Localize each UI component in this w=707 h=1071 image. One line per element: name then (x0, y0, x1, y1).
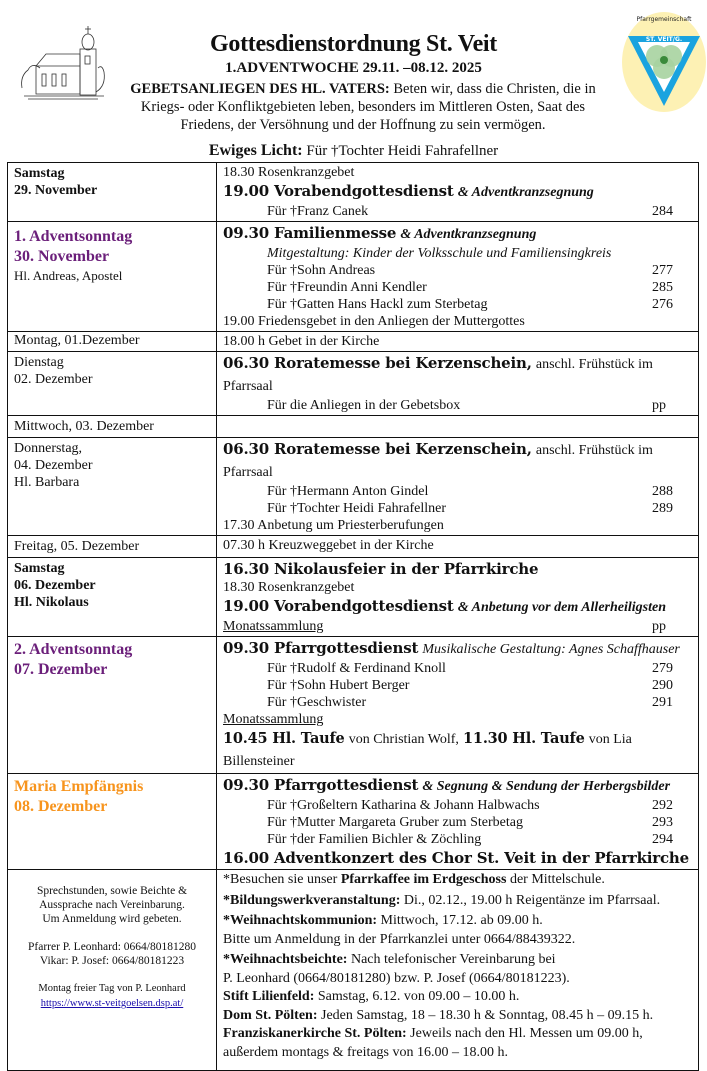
event-line: 09.30 Pfarrgottesdienst & Segnung & Sendung der Herbergsbilder (223, 776, 671, 794)
eternal-light-label: Ewiges Licht: (208, 142, 303, 159)
table-row (8, 536, 699, 558)
table-row (8, 163, 699, 222)
intention-line: Für †Rudolf & Ferdinand Knoll 279 (267, 661, 673, 676)
events-cell (217, 163, 699, 222)
table-row (8, 332, 699, 352)
day-cell (8, 163, 217, 222)
event-line: 18.00 h Gebet in der Kirche (223, 334, 380, 349)
week-subtitle: 1.ADVENTWOCHE 29.11. –08.12. 2025 (225, 60, 482, 76)
table-row (8, 870, 699, 1071)
event-line: 07.30 h Kreuzweggebet in der Kirche (223, 538, 434, 553)
day-cell (8, 352, 217, 416)
saint-name: Hl. Nikolaus (14, 595, 89, 610)
table-row (8, 438, 699, 536)
events-cell (217, 438, 699, 536)
vicar-phone: Vikar: P. Josef: 0664/80181223 (39, 955, 185, 967)
events-cell (217, 558, 699, 637)
logo-top-text: Pfarrgemeinschaft (636, 16, 692, 23)
day-name: 2. Adventsonntag (14, 641, 133, 658)
notice-pfarrkaffee: *Besuchen sie unser Pfarrkaffee im Erdgeschoss der Mittelschule. (223, 872, 605, 887)
pastor-phone: Pfarrer P. Leonhard: 0664/80181280 (28, 941, 196, 953)
events-cell (217, 416, 699, 438)
office-hours-text: Aussprache nach Vereinbarung. (39, 899, 185, 911)
saint-name: Hl. Barbara (14, 475, 80, 490)
notice-line: Bitte um Anmeldung in der Pfarrkanzlei unter 0664/88439322. (223, 931, 576, 947)
intention-line: Für †Franz Canek 284 (267, 204, 673, 219)
day-name: Dienstag (14, 355, 64, 370)
event-line: 09.30 Pfarrgottesdienst Musikalische Gestaltung: Agnes Schaffhauser (223, 639, 680, 657)
intention-line: Für die Anliegen in der Gebetsbox pp (267, 398, 666, 413)
intention-line: Für †Großeltern Katharina & Johann Halbwachs 292 (267, 798, 673, 813)
day-date: 29. November (14, 183, 98, 198)
events-cell (217, 332, 699, 352)
day-cell (8, 637, 217, 774)
day-cell (8, 438, 217, 536)
intention-line: Für †der Familien Bichler & Zöchling 294 (267, 832, 673, 847)
day-date: 02. Dezember (14, 372, 93, 387)
day-date: 07. Dezember (14, 661, 108, 678)
schedule-table (7, 162, 699, 1071)
notice-weihnachtsbeichte: *Weihnachtsbeichte: Nach telefonischer Vereinbarung bei (223, 952, 556, 967)
table-row (8, 558, 699, 637)
day-date: 08. Dezember (14, 798, 108, 815)
day-name: Maria Empfängnis (14, 778, 144, 795)
event-line: 17.30 Anbetung um Priesterberufungen (223, 518, 444, 533)
notice-lilienfeld: Stift Lilienfeld: Samstag, 6.12. von 09.00 – 10.00 h. (223, 989, 520, 1004)
day-date: 30. November (14, 248, 110, 265)
eternal-light-text: Für †Tochter Heidi Fahrafellner (306, 143, 499, 159)
event-line: 16.00 Adventkonzert des Chor St. Veit in der Pfarrkirche (223, 849, 689, 867)
event-line: 19.00 Vorabendgottesdienst & Adventkranzsegnung (223, 182, 594, 200)
notice-bildungswerk: *Bildungswerkveranstaltung: Di., 02.12., 19.00 h Reigentänze im Pfarrsaal. (223, 892, 661, 908)
events-cell (217, 774, 699, 870)
day-name: Samstag (14, 166, 65, 181)
notice-weihnachtskommunion: *Weihnachtskommunion: Mittwoch, 17.12. ab 09.00 h. (223, 913, 543, 928)
page-title: Gottesdienstordnung St. Veit (210, 31, 497, 57)
intention-line: Für †Hermann Anton Gindel 288 (267, 484, 673, 499)
day-date: 04. Dezember (14, 458, 93, 473)
baptism-line: 10.45 Hl. Taufe von Christian Wolf, 11.30 Hl. Taufe von Lia Billensteiner (223, 730, 632, 769)
day-off-note: Montag freier Tag von P. Leonhard (38, 983, 186, 994)
collection-line: Monatssammlung pp (223, 619, 666, 634)
intention-line: Für †Sohn Hubert Berger 290 (267, 678, 673, 693)
office-hours-text: Sprechstunden, sowie Beichte & (36, 885, 188, 897)
event-line: 18.30 Rosenkranzgebet (223, 165, 355, 180)
prayer-intention (118, 80, 608, 134)
notice-dom: Dom St. Pölten: Jeden Samstag, 18 – 18.30 h & Sonntag, 08.45 h – 09.15 h. (223, 1007, 654, 1023)
events-cell (217, 222, 699, 332)
eternal-light (0, 142, 707, 160)
day-cell: Montag, 01.Dezember (8, 332, 217, 352)
saint-name: Hl. Andreas, Apostel (14, 268, 123, 283)
day-name: Donnerstag, (14, 441, 83, 456)
event-line: Mitgestaltung: Kinder der Volksschule und Familiensingkreis (267, 246, 612, 261)
event-line: 19.00 Vorabendgottesdienst & Anbetung vor dem Allerheiligsten (223, 597, 666, 615)
day-cell: Mittwoch, 03. Dezember (8, 416, 217, 438)
notice-line: P. Leonhard (0664/80181280) bzw. P. Josef (0664/80181223). (223, 970, 570, 986)
intention-line: Für †Gatten Hans Hackl zum Sterbetag 276 (267, 297, 673, 312)
table-row (8, 774, 699, 870)
intention-line: Für †Mutter Margareta Gruber zum Sterbetag 293 (267, 815, 673, 830)
day-cell (8, 222, 217, 332)
contact-info-cell (8, 870, 217, 1071)
logo-band-text: ST. VEIT/G. (645, 36, 683, 43)
intention-line: Für †Freundin Anni Kendler 285 (267, 280, 673, 295)
events-cell (217, 536, 699, 558)
notice-franziskaner: Franziskanerkirche St. Pölten: Jeweils nach den Hl. Messen um 09.00 h, (223, 1026, 643, 1041)
day-name: Samstag (14, 561, 65, 576)
event-line: 18.30 Rosenkranzgebet (223, 580, 355, 595)
intention-line: Für †Geschwister 291 (267, 695, 673, 710)
events-cell (217, 637, 699, 774)
event-line: 06.30 Roratemesse bei Kerzenschein, anschl. Frühstück im Pfarrsaal (223, 440, 653, 480)
prayer-text: Beten wir, dass die Christen, die in Kriegs- oder Konfliktgebieten leben, besonders im Mittleren Osten, Saat des Friedens, der Versöhnung und der Hoffnung zu sein vermögen. (140, 81, 596, 133)
table-row (8, 637, 699, 774)
table-row (8, 416, 699, 438)
day-cell (8, 774, 217, 870)
notices-cell (217, 870, 699, 1071)
event-line: 09.30 Familienmesse & Adventkranzsegnung (223, 224, 537, 242)
day-date: 06. Dezember (14, 578, 96, 593)
events-cell (217, 352, 699, 416)
event-line: 19.00 Friedensgebet in den Anliegen der Muttergottes (223, 314, 525, 329)
intention-line: Für †Tochter Heidi Fahrafellner 289 (267, 501, 673, 516)
collection-line: Monatssammlung (223, 712, 324, 727)
office-hours-text: Um Anmeldung wird gebeten. (42, 913, 182, 925)
event-line: 06.30 Roratemesse bei Kerzenschein, anschl. Frühstück im Pfarrsaal (223, 354, 653, 394)
event-line: 16.30 Nikolausfeier in der Pfarrkirche (223, 560, 539, 578)
table-row (8, 352, 699, 416)
day-name: 1. Adventsonntag (14, 228, 133, 245)
intention-line: Für †Sohn Andreas 277 (267, 263, 673, 278)
day-cell: Freitag, 05. Dezember (8, 536, 217, 558)
table-row (8, 222, 699, 332)
prayer-label: GEBETSANLIEGEN DES HL. VATERS: (130, 81, 390, 97)
day-cell (8, 558, 217, 637)
parish-website-link[interactable]: https://www.st-veitgoelsen.dsp.at/ (40, 998, 184, 1009)
notice-line: außerdem montags & freitags von 16.00 – 18.00 h. (223, 1044, 509, 1060)
